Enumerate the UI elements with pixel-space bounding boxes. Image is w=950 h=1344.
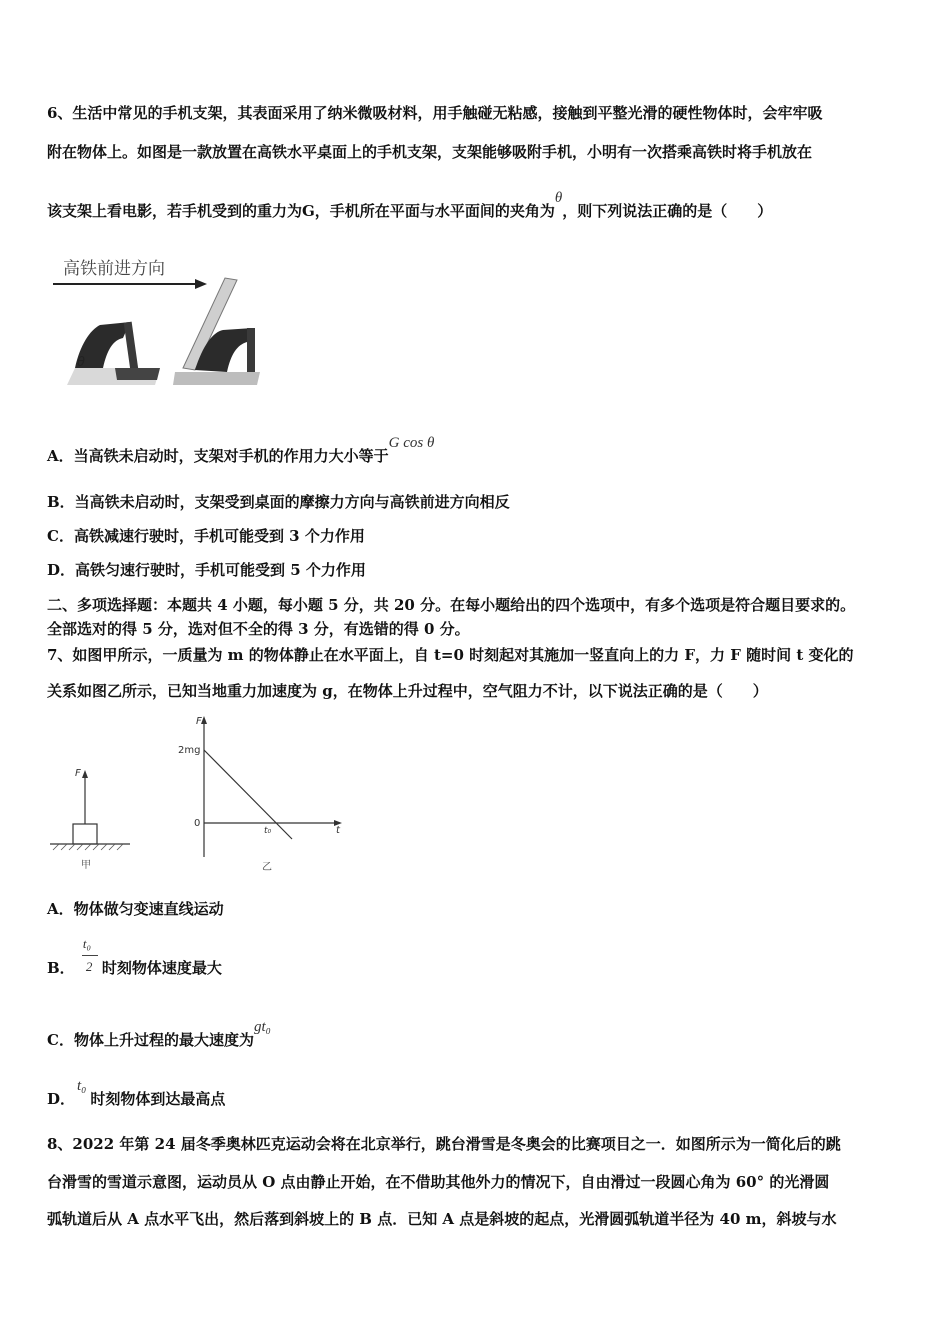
q7-option-d-text: 时刻物体到达最高点 [90,1090,226,1108]
q6-line-3-text: 该支架上看电影，若手机受到的重力为G，手机所在平面与水平面间的夹角为 [47,202,555,220]
q6-option-c: C．高铁减速行驶时，手机可能受到 3 个力作用 [47,527,365,545]
fraction-bar [82,955,98,956]
t-axis-label: t [336,825,340,836]
q7-option-b-text: 时刻物体速度最大 [101,959,222,977]
force-line [204,750,292,839]
ground-hatching [53,844,123,850]
holder-base-right [173,372,260,385]
force-arrowhead [82,770,88,778]
q6-option-a-text: A．当高铁未启动时，支架对手机的作用力大小等于 [47,447,389,465]
q6-option-a [47,435,435,467]
q6-option-d: D．高铁匀速行驶时，手机可能受到 5 个力作用 [47,561,366,579]
q7-option-c-text: C．物体上升过程的最大速度为 [47,1031,254,1049]
q7-option-d [47,1078,226,1110]
theta-label: θ [77,355,85,370]
train-direction-label: 高铁前进方向 [63,259,165,279]
q6-line-3 [47,190,773,222]
y-tick-2mg: 2mg [178,745,201,756]
holder-foot-left [115,368,160,380]
figure-yi [170,712,350,877]
formula-gcos: G cos θ [388,435,435,451]
q6-line-3-tail: ，则下列说法正确的是（ ） [562,202,773,220]
caption-jia: 甲 [81,860,91,871]
q6-line-2: 附在物体上。如图是一款放置在高铁水平桌面上的手机支架，支架能够吸附手机，小明有一次搭乘高铁时将手机放在 [47,143,813,161]
holder-arm-left [124,322,139,371]
figure-jia [45,760,145,875]
section2-line-1: 二、多项选择题：本题共 4 小题，每小题 5 分，共 20 分。在每小题给出的四个选项中，有多个选项是符合题目要求的。 [47,596,856,614]
direction-arrowhead [195,279,207,289]
fraction-denominator: 2 [85,959,93,974]
phone-holder-figure [45,250,275,400]
q7-option-d-prefix: D． [47,1090,76,1108]
theta-symbol: θ [554,190,563,206]
t0-tick: t₀ [264,826,272,836]
section2-line-2: 全部选对的得 5 分，选对但不全的得 3 分，有选错的得 0 分。 [47,620,470,638]
q8-line-1: 8、2022 年第 24 届冬季奥林匹克运动会将在北京举行，跳台滑雪是冬奥会的比赛项目之一．如图所示为一简化后的跳 [47,1135,841,1153]
block [73,824,97,844]
f-axis-arrow [201,716,207,724]
q8-line-3: 弧轨道后从 A 点水平飞出，然后落到斜坡上的 B 点．已知 A 点是斜坡的起点，光滑圆弧轨道半径为 40 m，斜坡与水 [47,1210,837,1228]
fraction-t0-over-2 [80,936,102,978]
q8-line-2: 台滑雪的雪道示意图，运动员从 O 点由静止开始，在不借助其他外力的情况下，自由滑过一段圆心角为 60° 的光滑圆 [47,1173,830,1191]
caption-yi: 乙 [262,862,272,873]
q7-line-1: 7、如图甲所示，一质量为 m 的物体静止在水平面上，自 t=0 时刻起对其施加一竖直向上的力 F，力 F 随时间 t 变化的 [47,646,854,664]
q6-line-1: 6、生活中常见的手机支架，其表面采用了纳米微吸材料，用手触碰无粘感，接触到平整光滑的硬性物体时，会牢牢吸 [47,104,823,122]
q7-option-b-prefix: B． [47,959,75,977]
origin-label: 0 [194,818,201,829]
q7-option-b [47,936,222,978]
q7-option-c [47,1019,271,1051]
f-axis-label: F [196,716,202,727]
fraction-numerator: t₀ [82,936,92,951]
formula-gt0: gt₀ [253,1019,271,1035]
q7-option-a: A．物体做匀变速直线运动 [47,900,224,918]
q7-line-2: 关系如图乙所示，已知当地重力加速度为 g，在物体上升过程中，空气阻力不计，以下说法正确的是（ ） [47,682,768,700]
force-label: F [75,768,81,779]
q6-option-b: B．当高铁未启动时，支架受到桌面的摩擦力方向与高铁前进方向相反 [47,493,510,511]
formula-t0: t₀ [77,1078,87,1094]
